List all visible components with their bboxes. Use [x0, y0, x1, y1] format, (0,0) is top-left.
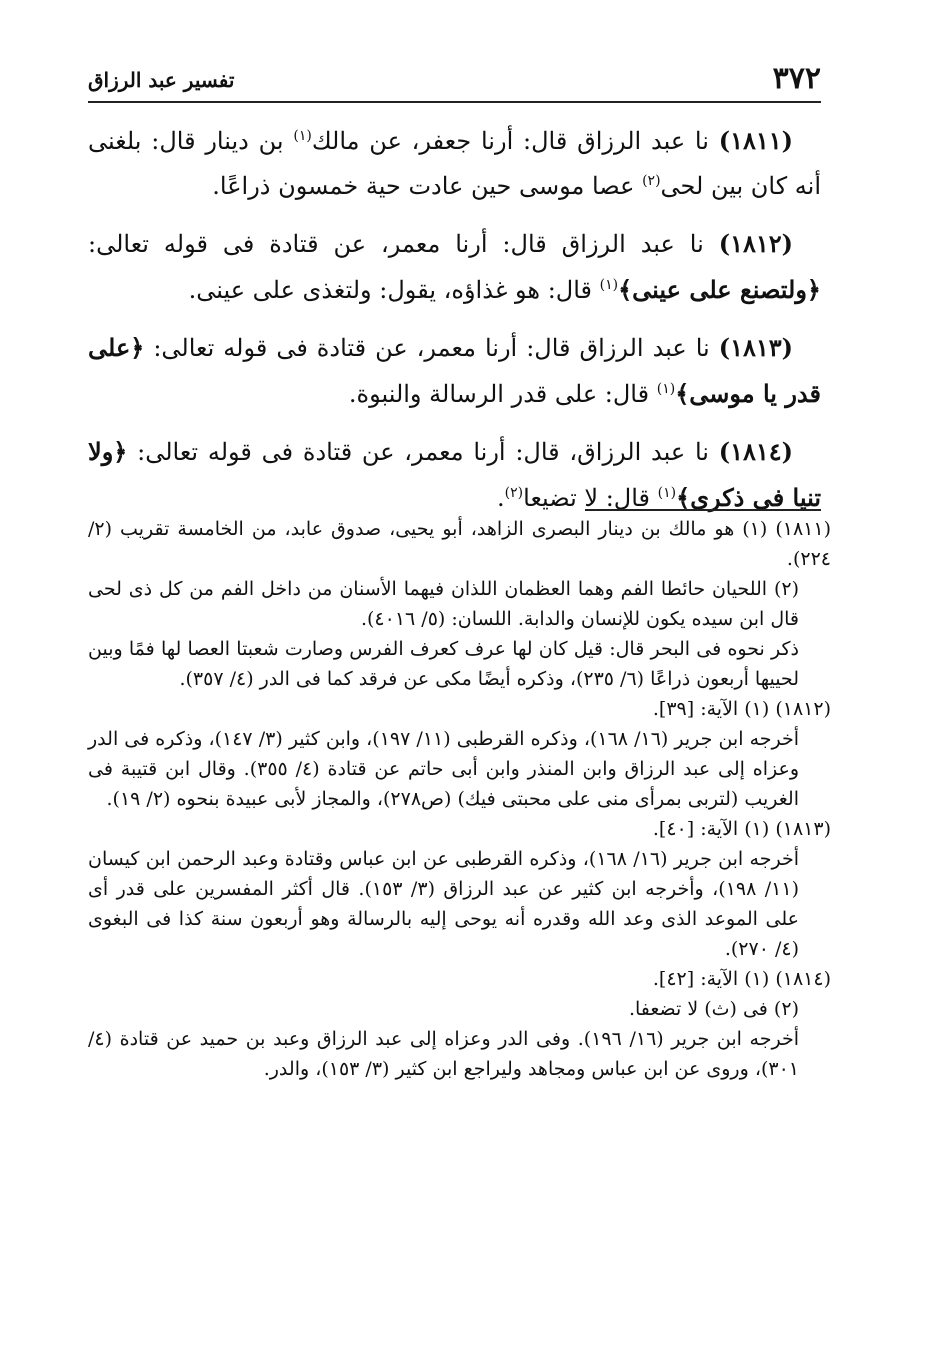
- footnote: (١٨١٤) (١) الآية: [٤٢].: [652, 968, 831, 990]
- entry-text: قال: لا تضيعا: [523, 484, 651, 512]
- footnote-ref: (١): [599, 277, 619, 293]
- entry-1814: [88, 429, 821, 521]
- entry-text: نا عبد الرزاق قال: أرنا معمر، عن قتادة فى قوله تعالى:: [153, 334, 710, 362]
- entry-number: (١٨١٢): [718, 229, 793, 258]
- running-title: تفسير عبد الرزاق: [88, 68, 235, 92]
- footnote: (١٨١٣) (١) الآية: [٤٠].: [652, 818, 831, 840]
- quran-verse: ﴿على قدر يا موسى﴾: [88, 333, 821, 408]
- entry-number: (١٨١٣): [718, 333, 793, 362]
- footnote: ذكر نحوه فى البحر قال: قيل كان لها عرف كعرف الفرس وصارت شعبتا العصا لها فمًا وبين لحييها أربعون ذراعًا (٦/ ٢٣٥)، وذكره أيضًا مكى عن فرقد كما فى الدر (٤/ ٣٥٧).: [88, 638, 799, 690]
- footnote: أخرجه ابن جرير (١٦/ ١٦٨)، وذكره القرطبى عن ابن عباس وقتادة وعبد الرحمن ابن كيسان (١١/ ١٩٨)، وأخرجه ابن كثير عن عبد الرزاق (٣/ ١٥٣). قال أكثر المفسرين على قدر أى على الموعد الذى وعد الله وقدره أنه يوحى إليه بالرسالة وهو أربعون سنة كذا فى البغوى (٤/ ٢٧٠).: [88, 848, 799, 960]
- entry-1811: [88, 118, 821, 209]
- footnote: أخرجه ابن جرير (١٦/ ١٩٦). وفى الدر وعزاه إلى عبد الرزاق وعبد بن حميد عن قتادة (٤/ ٣٠١)، وروى عن ابن عباس ومجاهد وليراجع ابن كثير (٣/ ١٥٣)، والدر.: [88, 1028, 799, 1080]
- footnote-ref: (٢): [642, 173, 661, 189]
- footnote: (٢) فى (ث) لا تضعفا.: [628, 998, 799, 1020]
- entry-text: قال: على قدر الرسالة والنبوة.: [348, 380, 650, 408]
- footnote-ref: (٢): [504, 485, 524, 501]
- footnote-ref: (١): [657, 485, 677, 501]
- footnote-separator: [585, 509, 821, 511]
- footnote-ref: (١): [293, 128, 312, 144]
- entry-text: عصا موسى حين عادت حية خمسون ذراعًا.: [212, 172, 635, 200]
- entry-text: قال: هو غذاؤه، يقول: ولتغذى على عينى.: [188, 276, 592, 304]
- footnote: أخرجه ابن جرير (١٦/ ١٦٨)، وذكره القرطبى (١١/ ١٩٧)، وابن كثير (٣/ ١٤٧)، وذكره فى الدر وعزاه إلى عبد الرزاق وابن المنذر وابن أبى حاتم عن قتادة (٤/ ٣٥٥). وقال ابن قتيبة فى الغريب (لتربى بمرأى منى على محبتى فيك) (ص٢٧٨)، والمجاز لأبى عبيدة بنحوه (٢/ ١٩).: [88, 728, 800, 810]
- footnote: (٢) اللحيان حائطا الفم وهما العظمان اللذان فيهما الأسنان من داخل الفم من كل ذى لحى قال ابن سيده يكون للإنسان والدابة. اللسان: (٥/ ٤٠١٦).: [88, 578, 799, 630]
- entry-1813: [88, 325, 821, 417]
- entry-text: نا عبد الرزاق قال: أرنا جعفر، عن مالك: [311, 127, 709, 155]
- entry-text: نا عبد الرزاق قال: أرنا معمر، عن قتادة فى قوله تعالى:: [88, 230, 704, 258]
- entry-number: (١٨١١): [718, 126, 793, 155]
- footnote: (١٨١١) (١) هو مالك بن دينار البصرى الزاهد، أبو يحيى، صدوق عابد، من الخامسة تقريب (٢/ ٢٢٤).: [88, 518, 831, 570]
- footnote-ref: (١): [656, 381, 676, 397]
- footnotes: [88, 514, 831, 1084]
- entry-number: (١٨١٤): [718, 437, 793, 466]
- quran-verse: ﴿ولتصنع على عينى﴾: [618, 275, 821, 304]
- header-rule: [88, 101, 821, 103]
- footnote: (١٨١٢) (١) الآية: [٣٩].: [652, 698, 831, 720]
- entry-text: نا عبد الرزاق، قال: أرنا معمر، عن قتادة فى قوله تعالى:: [137, 438, 709, 466]
- page-header: [88, 62, 821, 96]
- main-text: [88, 118, 821, 533]
- entry-text: .: [497, 484, 505, 512]
- entry-text: بن دينار قال: بلغنى أنه كان بين لحى: [88, 127, 821, 200]
- entry-1812: [88, 221, 821, 313]
- quran-verse: ﴿ولا تنيا فى ذكرى﴾: [88, 437, 821, 512]
- page-number: ٣٧٢: [772, 61, 821, 96]
